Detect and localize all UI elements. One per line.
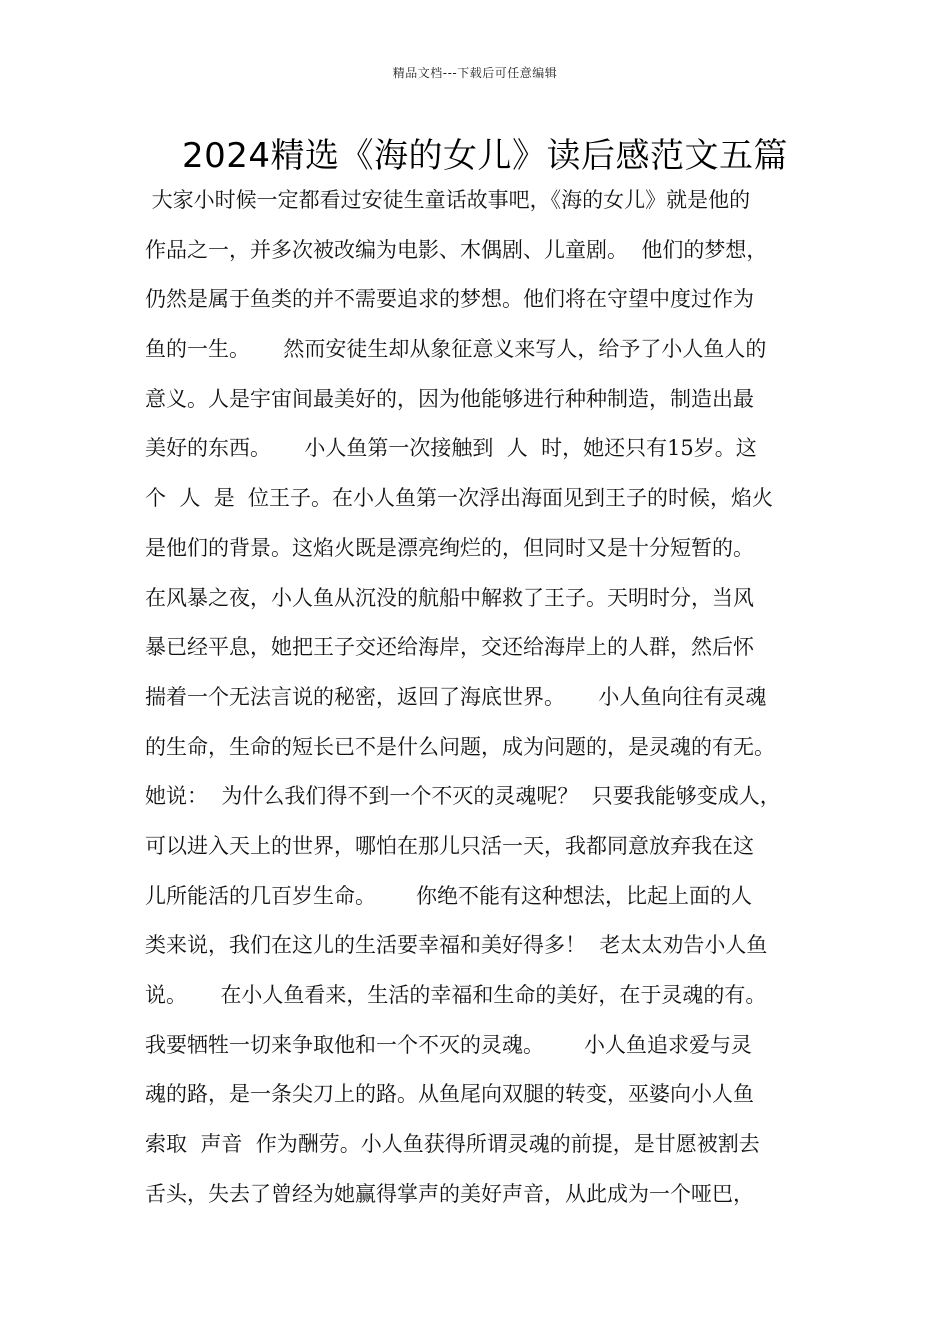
document-body (145, 180, 835, 1223)
body-line: 魂的路，是一条尖刀上的路。从鱼尾向双腿的转变，巫婆向小人鱼 (145, 1082, 754, 1107)
body-line: 鱼的一生。 然而安徒生却从象征意义来写人，给予了小人鱼人的 (145, 337, 767, 362)
body-line: 类来说，我们在这儿的生活要幸福和美好得多！ 老太太劝告小人鱼 (145, 933, 768, 958)
body-line: 舌头，失去了曾经为她赢得掌声的美好声音，从此成为一个哑巴， (145, 1181, 754, 1206)
body-line: 儿所能活的几百岁生命。 你绝不能有这种想法，比起上面的人 (145, 883, 753, 908)
body-line: 索取 声音 作为酬劳。小人鱼获得所谓灵魂的前提，是甘愿被割去 (145, 1132, 760, 1157)
document-title: 2024精选《海的女儿》读后感范文五篇 (181, 136, 789, 176)
body-line: 大家小时候一定都看过安徒生童话故事吧，《海的女儿》就是他的 (145, 188, 751, 212)
body-line: 我要牺牲一切来争取他和一个不灭的灵魂。 小人鱼追求爱与灵 (145, 1032, 753, 1057)
body-line: 揣着一个无法言说的秘密，返回了海底世界。 小人鱼向往有灵魂 (145, 684, 767, 709)
body-line: 作品之一，并多次被改编为电影、木偶剧、儿童剧。 他们的梦想， (145, 237, 768, 262)
body-line: 的生命，生命的短长已不是什么问题，成为问题的，是灵魂的有无。 (145, 734, 775, 759)
body-line: 是他们的背景。这焰火既是漂亮绚烂的，但同时又是十分短暂的。 (145, 535, 754, 560)
body-line: 仍然是属于鱼类的并不需要追求的梦想。他们将在守望中度过作为 (145, 287, 754, 312)
body-line: 可以进入天上的世界，哪怕在那儿只活一天，我都同意放弃我在这 (145, 833, 754, 858)
body-line: 意义。人是宇宙间最美好的，因为他能够进行种种制造，制造出最 (145, 386, 754, 411)
body-line: 说。 在小人鱼看来，生活的幸福和生命的美好，在于灵魂的有。 (145, 983, 767, 1007)
page-header: 精品文档---下载后可任意编辑 (392, 66, 558, 80)
body-line: 美好的东西。 小人鱼第一次接触到 人 时，她还只有15岁。这 (145, 436, 757, 461)
body-line: 在风暴之夜，小人鱼从沉没的航船中解救了王子。天明时分，当风 (145, 585, 754, 610)
body-line: 暴已经平息，她把王子交还给海岸，交还给海岸上的人群，然后怀 (145, 635, 754, 660)
body-line: 她说： 为什么我们得不到一个不灭的灵魂呢？ 只要我能够变成人， (145, 784, 781, 809)
body-line: 个 人 是 位王子。在小人鱼第一次浮出海面见到王子的时候，焰火 (145, 486, 774, 511)
